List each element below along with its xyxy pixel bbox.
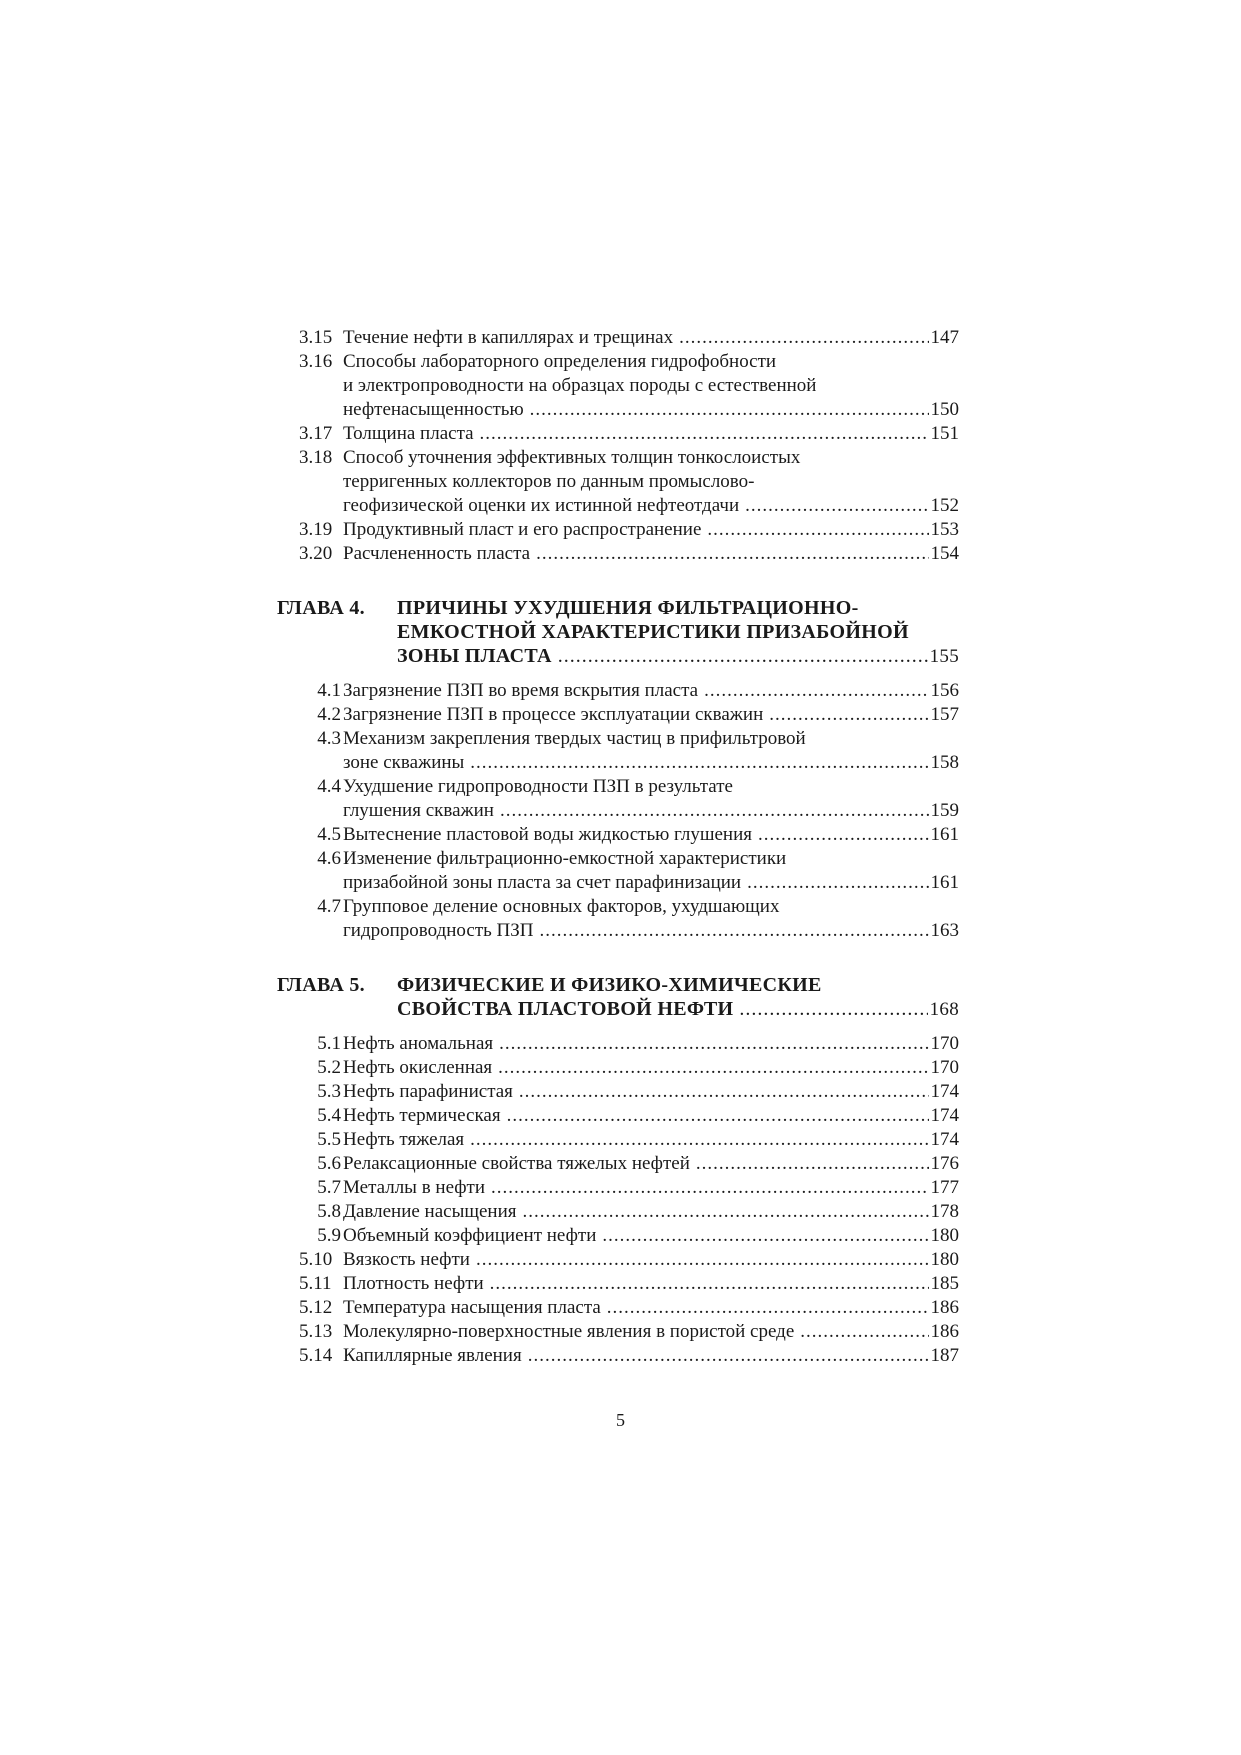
toc-entry-last-line: [343, 1248, 959, 1272]
toc-entry[interactable]: [299, 518, 959, 542]
toc-entry-last-line: [343, 823, 959, 847]
toc-page-number: 168: [929, 999, 959, 1020]
spacer: [299, 1022, 959, 1032]
toc-entry[interactable]: [299, 326, 959, 350]
dot-leader: [507, 1104, 929, 1128]
toc-entry-last-line: [343, 422, 959, 446]
toc-entry-title-line: Вытеснение пластовой воды жидкостью глушения: [343, 824, 753, 845]
toc-page-number: 170: [930, 1033, 959, 1054]
toc-entry-title-line: геофизической оценки их истинной нефтеотдачи: [343, 495, 740, 516]
toc-entry-last-line: [343, 398, 959, 422]
toc-entry-number: 5.13: [299, 1321, 333, 1342]
toc-entry-number: 4.7: [317, 896, 341, 917]
toc-entry-title-line: Вязкость нефти: [343, 1249, 470, 1270]
toc-entry-number: 5.8: [317, 1201, 341, 1222]
toc-entry[interactable]: [299, 350, 959, 422]
dot-leader: [679, 326, 928, 350]
toc-entry-last-line: [397, 644, 959, 669]
toc-entry-number: 5.7: [317, 1177, 341, 1198]
toc-entry-number: 5.6: [317, 1153, 341, 1174]
toc-entry-number: 3.15: [299, 327, 333, 348]
toc-entry-title-line: Толщина пласта: [343, 423, 474, 444]
toc-entry[interactable]: [299, 1248, 959, 1272]
toc-entry-number: 3.20: [299, 543, 333, 564]
toc-entry-title-line: ЕМКОСТНОЙ ХАРАКТЕРИСТИКИ ПРИЗАБОЙНОЙ: [397, 621, 909, 643]
toc-page-number: 186: [930, 1321, 959, 1342]
toc-chapter-heading[interactable]: [277, 973, 959, 1022]
toc-entry-last-line: [343, 799, 959, 823]
toc-entry[interactable]: [299, 422, 959, 446]
toc-entry-last-line: [343, 679, 959, 703]
toc-entry-title-line: Ухудшение гидропроводности ПЗП в результате: [343, 776, 733, 797]
toc-entry-number: 4.1: [317, 680, 341, 701]
toc-entry[interactable]: [299, 542, 959, 566]
toc-page-number: 156: [930, 680, 959, 701]
dot-leader: [470, 751, 928, 775]
toc-chapter-heading[interactable]: [277, 596, 959, 669]
toc-entry[interactable]: [299, 1224, 959, 1248]
toc-entry-last-line: [343, 518, 959, 542]
spacer: [299, 943, 959, 973]
toc-entry-title-line: Групповое деление основных факторов, ухудшающих: [343, 896, 780, 917]
toc-page-number: 174: [930, 1081, 959, 1102]
toc-page-number: 151: [930, 423, 959, 444]
toc-entry-last-line: [397, 997, 959, 1022]
dot-leader: [519, 1080, 929, 1104]
toc-page-number: 185: [930, 1273, 959, 1294]
toc-entry[interactable]: [299, 1200, 959, 1224]
dot-leader: [540, 919, 929, 943]
toc-entry[interactable]: [299, 1272, 959, 1296]
spacer: [299, 566, 959, 596]
toc-entry-last-line: [343, 1296, 959, 1320]
dot-leader: [800, 1320, 928, 1344]
toc-entry-title-line: ЗОНЫ ПЛАСТА: [397, 645, 552, 667]
toc-entry-number: 4.2: [317, 704, 341, 725]
toc-entry[interactable]: [299, 1320, 959, 1344]
page-number: 5: [616, 1410, 625, 1430]
toc-entry[interactable]: [299, 1152, 959, 1176]
toc-page-number: 176: [930, 1153, 959, 1174]
toc-entry-title-line: терригенных коллекторов по данным промыслово-: [343, 471, 755, 492]
toc-entry[interactable]: [299, 1104, 959, 1128]
toc-entry-number: 5.1: [317, 1033, 341, 1054]
toc-entry[interactable]: [299, 1128, 959, 1152]
toc-entry-last-line: [343, 1200, 959, 1224]
toc-entry-title-line: и электропроводности на образцах породы с естественной: [343, 375, 817, 396]
dot-leader: [528, 1344, 929, 1368]
dot-leader: [523, 1200, 929, 1224]
dot-leader: [758, 823, 928, 847]
toc-entry-number: 5.9: [317, 1225, 341, 1246]
toc-entry-title-line: призабойной зоны пласта за счет парафинизации: [343, 872, 742, 893]
dot-leader: [536, 542, 928, 566]
toc-entry-last-line: [343, 1032, 959, 1056]
toc-page-number: 180: [930, 1249, 959, 1270]
toc-entry[interactable]: [299, 1176, 959, 1200]
dot-leader: [500, 799, 929, 823]
toc-entry-title-line: Нефть термическая: [343, 1105, 501, 1126]
toc-entry-number: 5.14: [299, 1345, 333, 1366]
toc-entry-last-line: [343, 494, 959, 518]
toc-entry-title-line: Капиллярные явления: [343, 1345, 522, 1366]
dot-leader: [480, 422, 929, 446]
toc-entry-number: 4.4: [317, 776, 341, 797]
toc-entry-title-line: глушения скважин: [343, 800, 494, 821]
toc-entry[interactable]: [299, 823, 959, 847]
toc-entry-number: 5.12: [299, 1297, 333, 1318]
toc-entry-title-line: Продуктивный пласт и его распространение: [343, 519, 702, 540]
toc-entry-number: 5.4: [317, 1105, 341, 1126]
toc-page-number: 163: [930, 920, 959, 941]
toc-page-number: 155: [929, 646, 959, 667]
toc-page-number: 147: [930, 327, 959, 348]
toc-entry[interactable]: [299, 1032, 959, 1056]
toc-page-number: 161: [930, 824, 959, 845]
toc-entry-title-line: Давление насыщения: [343, 1201, 517, 1222]
dot-leader: [491, 1176, 928, 1200]
toc-entry-title-line: Расчлененность пласта: [343, 543, 531, 564]
toc-entry-title-line: Объемный коэффициент нефти: [343, 1225, 597, 1246]
toc-entry-number: 3.16: [299, 351, 333, 372]
toc-entry-title-line: ПРИЧИНЫ УХУДШЕНИЯ ФИЛЬТРАЦИОННО-: [397, 597, 859, 619]
dot-leader: [498, 1056, 928, 1080]
toc-page-number: 153: [930, 519, 959, 540]
toc-entry-title-line: ФИЗИЧЕСКИЕ И ФИЗИКО-ХИМИЧЕСКИЕ: [397, 974, 822, 996]
toc-entry-last-line: [343, 326, 959, 350]
toc-page-number: 174: [930, 1129, 959, 1150]
toc-page-number: 177: [930, 1177, 959, 1198]
toc-page-number: 158: [930, 752, 959, 773]
toc-entry-title-line: нефтенасыщенностью: [343, 399, 524, 420]
toc-entry-number: 5.10: [299, 1249, 333, 1270]
dot-leader: [769, 703, 928, 727]
toc-page-number: 180: [930, 1225, 959, 1246]
toc-page-number: 150: [930, 399, 959, 420]
toc-page-number: 187: [930, 1345, 959, 1366]
toc-entry-number: 3.19: [299, 519, 333, 540]
toc-entry-title-line: Плотность нефти: [343, 1273, 484, 1294]
toc-entry-number: 3.17: [299, 423, 333, 444]
toc-entry-number: 5.2: [317, 1057, 341, 1078]
toc-entry-title-line: СВОЙСТВА ПЛАСТОВОЙ НЕФТИ: [397, 998, 734, 1020]
toc-entry-title-line: Нефть парафинистая: [343, 1081, 513, 1102]
toc-entry[interactable]: [299, 446, 959, 518]
toc-entry[interactable]: [299, 847, 959, 895]
toc-entry-number: 4.3: [317, 728, 341, 749]
toc-entry-title-line: Механизм закрепления твердых частиц в прифильтровой: [343, 728, 806, 749]
toc-page-number: 154: [930, 543, 959, 564]
toc-entry-title-line: Молекулярно-поверхностные явления в пористой среде: [343, 1321, 795, 1342]
dot-leader: [476, 1248, 929, 1272]
toc-page-number: 157: [930, 704, 959, 725]
dot-leader: [602, 1224, 928, 1248]
toc-entry[interactable]: [299, 775, 959, 823]
toc-entry-last-line: [343, 1152, 959, 1176]
toc-page-number: 178: [930, 1201, 959, 1222]
toc-entry[interactable]: [299, 1344, 959, 1368]
chapter-label: ГЛАВА 5.: [277, 974, 365, 996]
dot-leader: [745, 494, 928, 518]
chapter-label: ГЛАВА 4.: [277, 597, 365, 619]
table-of-contents: [277, 326, 959, 1368]
toc-entry-title-line: Нефть тяжелая: [343, 1129, 465, 1150]
toc-entry-last-line: [343, 871, 959, 895]
toc-entry-title-line: Изменение фильтрационно-емкостной характеристики: [343, 848, 787, 869]
dot-leader: [747, 871, 928, 895]
spacer: [299, 669, 959, 679]
toc-entry-title-line: Способы лабораторного определения гидрофобности: [343, 351, 777, 372]
toc-page-number: 152: [930, 495, 959, 516]
toc-entry-title-line: зоне скважины: [343, 752, 465, 773]
toc-entry[interactable]: [299, 679, 959, 703]
toc-entry-last-line: [343, 1080, 959, 1104]
toc-entry-title-line: Способ уточнения эффективных толщин тонкослоистых: [343, 447, 801, 468]
toc-page-number: 174: [930, 1105, 959, 1126]
toc-entry-title-line: Релаксационные свойства тяжелых нефтей: [343, 1153, 690, 1174]
toc-entry[interactable]: [299, 1296, 959, 1320]
toc-entry[interactable]: [299, 1056, 959, 1080]
toc-entry-number: 4.6: [317, 848, 341, 869]
toc-entry[interactable]: [299, 727, 959, 775]
toc-entry-last-line: [343, 1272, 959, 1296]
dot-leader: [704, 679, 928, 703]
dot-leader: [490, 1272, 929, 1296]
toc-entry[interactable]: [299, 895, 959, 943]
dot-leader: [607, 1296, 929, 1320]
toc-entry-title-line: Загрязнение ПЗП в процессе эксплуатации скважин: [343, 704, 764, 725]
toc-entry[interactable]: [299, 703, 959, 727]
toc-entry[interactable]: [299, 1080, 959, 1104]
dot-leader: [696, 1152, 929, 1176]
toc-entry-last-line: [343, 1224, 959, 1248]
toc-entry-title-line: гидропроводность ПЗП: [343, 920, 534, 941]
dot-leader: [499, 1032, 928, 1056]
dot-leader: [530, 398, 929, 422]
dot-leader: [739, 997, 927, 1021]
toc-entry-title-line: Загрязнение ПЗП во время вскрытия пласта: [343, 680, 699, 701]
toc-page-number: 161: [930, 872, 959, 893]
toc-entry-last-line: [343, 1056, 959, 1080]
toc-entry-last-line: [343, 1320, 959, 1344]
toc-entry-title-line: Металлы в нефти: [343, 1177, 486, 1198]
toc-entry-last-line: [343, 1344, 959, 1368]
dot-leader: [470, 1128, 928, 1152]
toc-entry-last-line: [343, 1128, 959, 1152]
toc-entry-last-line: [343, 1176, 959, 1200]
toc-entry-number: 4.5: [317, 824, 341, 845]
toc-entry-title-line: Нефть окисленная: [343, 1057, 493, 1078]
toc-entry-title-line: Течение нефти в капиллярах и трещинах: [343, 327, 674, 348]
toc-entry-title-line: Температура насыщения пласта: [343, 1297, 601, 1318]
toc-entry-number: 5.5: [317, 1129, 341, 1150]
toc-entry-number: 5.11: [299, 1273, 332, 1294]
toc-page-number: 186: [930, 1297, 959, 1318]
toc-entry-title-line: Нефть аномальная: [343, 1033, 494, 1054]
toc-page-number: 170: [930, 1057, 959, 1078]
toc-entry-last-line: [343, 751, 959, 775]
toc-entry-last-line: [343, 542, 959, 566]
toc-entry-last-line: [343, 703, 959, 727]
toc-page-number: 159: [930, 800, 959, 821]
dot-leader: [707, 518, 928, 542]
toc-entry-number: 3.18: [299, 447, 333, 468]
toc-entry-last-line: [343, 1104, 959, 1128]
toc-entry-last-line: [343, 919, 959, 943]
dot-leader: [558, 644, 928, 668]
toc-entry-number: 5.3: [317, 1081, 341, 1102]
